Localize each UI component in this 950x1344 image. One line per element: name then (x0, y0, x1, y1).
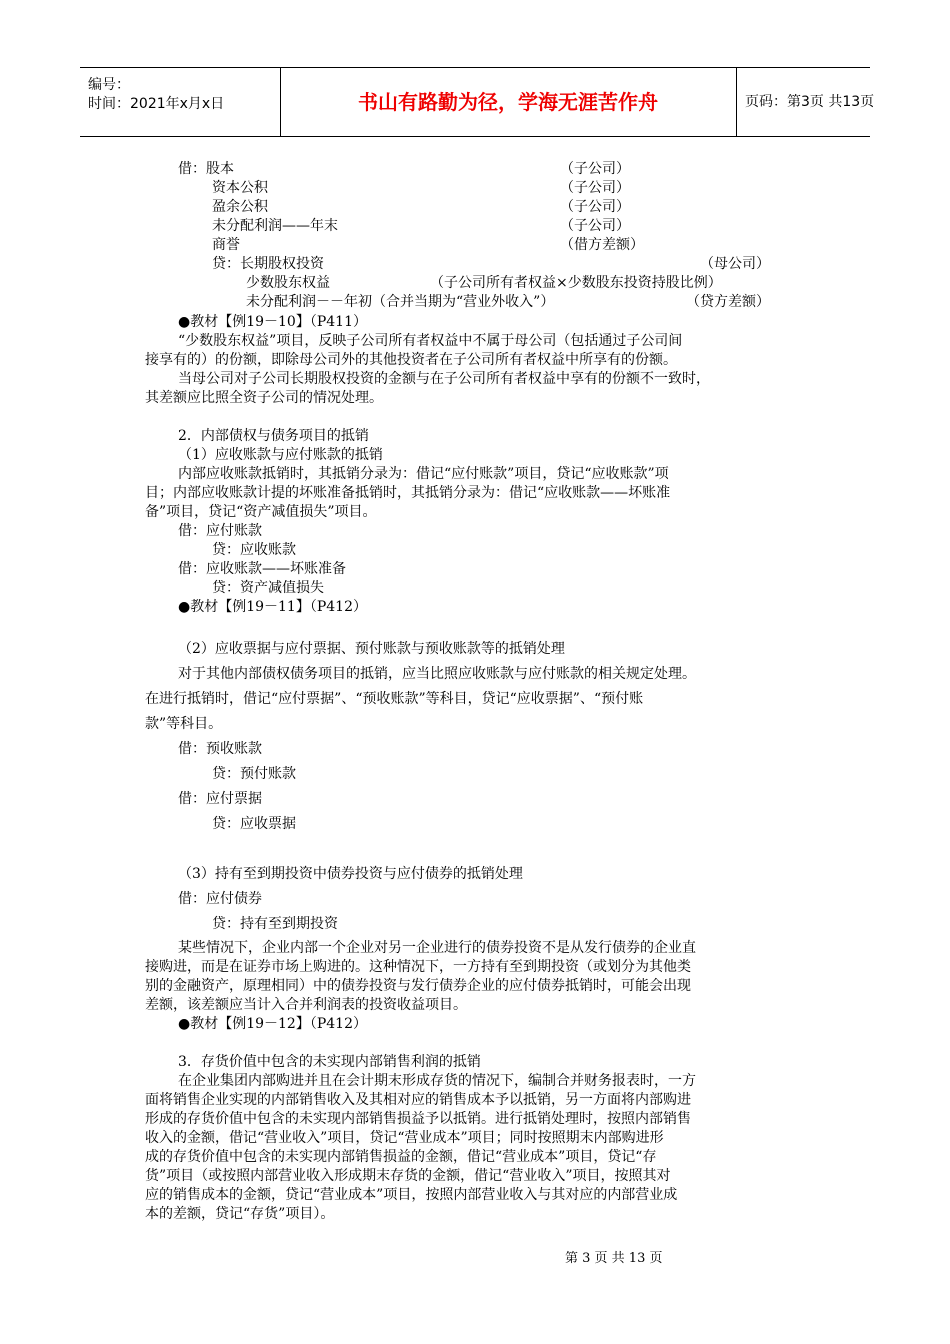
text-line: （1）应收账款与应付账款的抵销 (178, 447, 383, 463)
text-line: 贷：持有至到期投资 (212, 916, 338, 932)
text-line: 借：应付票据 (178, 791, 262, 807)
text-line: （子公司） (560, 161, 630, 177)
text-line: 未分配利润－－年初（合并当期为“营业外收入”） (246, 294, 555, 310)
text-line: （子公司） (560, 199, 630, 215)
text-line: （借方差额） (560, 237, 644, 253)
text-line: 3．存货价值中包含的未实现内部销售利润的抵销 (178, 1054, 481, 1070)
text-line: （子公司所有者权益×少数股东投资持股比例） (430, 275, 722, 291)
text-line: 目；内部应收账款计提的坏账准备抵销时，其抵销分录为：借记“应收账款——坏账准 (145, 485, 671, 501)
text-line: 借：预收账款 (178, 741, 262, 757)
text-line: 在进行抵销时，借记“应付票据”、“预收账款”等科目，贷记“应收票据”、“预付账 (145, 691, 644, 707)
text-line: ●教材【例19－10】（P411） (178, 314, 367, 330)
text-line: 贷：应收票据 (212, 816, 296, 832)
text-line: 资本公积 (212, 180, 268, 196)
text-line: 借：股本 (178, 161, 234, 177)
text-line: 贷：资产减值损失 (212, 580, 324, 596)
text-line: 备”项目，贷记“资产减值损失”项目。 (145, 504, 377, 520)
text-line: ●教材【例19－12】（P412） (178, 1016, 367, 1032)
text-line: 商誉 (212, 237, 240, 253)
text-line: 面将销售企业实现的内部销售收入及其相对应的销售成本予以抵销，另一方面将内部购进 (145, 1092, 691, 1108)
text-line: 借：应付账款 (178, 523, 262, 539)
text-line: 成的存货价值中包含的未实现内部销售损益的金额，借记“营业成本”项目，贷记“存 (145, 1149, 657, 1165)
time-label: 时间：2021年x月x日 (88, 96, 225, 112)
text-line: “少数股东权益”项目，反映子公司所有者权益中不属于母公司（包括通过子公司间 (178, 333, 683, 349)
text-line: 借：应付债券 (178, 891, 262, 907)
text-line: （子公司） (560, 218, 630, 234)
text-line: 差额，该差额应当计入合并利润表的投资收益项目。 (145, 997, 467, 1013)
text-line: 在企业集团内部购进并且在会计期末形成存货的情况下，编制合并财务报表时，一方 (178, 1073, 696, 1089)
text-line: （子公司） (560, 180, 630, 196)
text-line: 贷：应收账款 (212, 542, 296, 558)
text-line: 对于其他内部债权债务项目的抵销，应当比照应收账款与应付账款的相关规定处理。 (178, 666, 696, 682)
text-line: 少数股东权益 (246, 275, 330, 291)
text-line: 其差额应比照全资子公司的情况处理。 (145, 390, 383, 406)
text-line: 应的销售成本的金额，贷记“营业成本”项目，按照内部营业收入与其对应的内部营业成 (145, 1187, 678, 1203)
text-line: （2）应收票据与应付票据、预付账款与预收账款等的抵销处理 (178, 641, 565, 657)
page-footer: 第 3 页 共 13 页 (565, 1251, 663, 1266)
header-page-number: 页码：第3页 共13页 (745, 94, 875, 110)
text-line: 接享有的）的份额，即除母公司外的其他投资者在子公司所有者权益中所享有的份额。 (145, 352, 677, 368)
page-header (80, 67, 875, 137)
header-meta (80, 68, 281, 136)
text-line: 贷：长期股权投资 (212, 256, 324, 272)
text-line: 当母公司对子公司长期股权投资的金额与在子公司所有者权益中享有的份额不一致时， (178, 371, 710, 387)
text-line: （3）持有至到期投资中债券投资与应付债券的抵销处理 (178, 866, 523, 882)
text-line: （贷方差额） (686, 294, 770, 310)
text-line: 未分配利润——年末 (212, 218, 338, 234)
text-line: 款”等科目。 (145, 716, 223, 732)
text-line: 别的金融资产，原理相同）中的债券投资与发行债券企业的应付债券抵销时，可能会出现 (145, 978, 691, 994)
text-line: 收入的金额，借记“营业收入”项目，贷记“营业成本”项目；同时按照期末内部购进形 (145, 1130, 664, 1146)
text-line: （母公司） (700, 256, 770, 272)
text-line: 形成的存货价值中包含的未实现内部销售损益予以抵销。进行抵销处理时，按照内部销售 (145, 1111, 691, 1127)
text-line: 本的差额，贷记“存货”项目）。 (145, 1206, 335, 1222)
header-motto: 书山有路勤为径，学海无涯苦作舟 (280, 68, 737, 136)
text-line: 货”项目（或按照内部营业收入形成期末存货的金额，借记“营业收入”项目，按照其对 (145, 1168, 671, 1184)
text-line: ●教材【例19－11】（P412） (178, 599, 367, 615)
text-line: 2．内部债权与债务项目的抵销 (178, 428, 369, 444)
text-line: 内部应收账款抵销时，其抵销分录为：借记“应付账款”项目，贷记“应收账款”项 (178, 466, 669, 482)
text-line: 某些情况下，企业内部一个企业对另一企业进行的债券投资不是从发行债券的企业直 (178, 940, 696, 956)
text-line: 盈余公积 (212, 199, 268, 215)
text-line: 借：应收账款——坏账准备 (178, 561, 346, 577)
number-label: 编号： (88, 77, 130, 93)
text-line: 贷：预付账款 (212, 766, 296, 782)
text-line: 接购进，而是在证券市场上购进的。这种情况下，一方持有至到期投资（或划分为其他类 (145, 959, 691, 975)
